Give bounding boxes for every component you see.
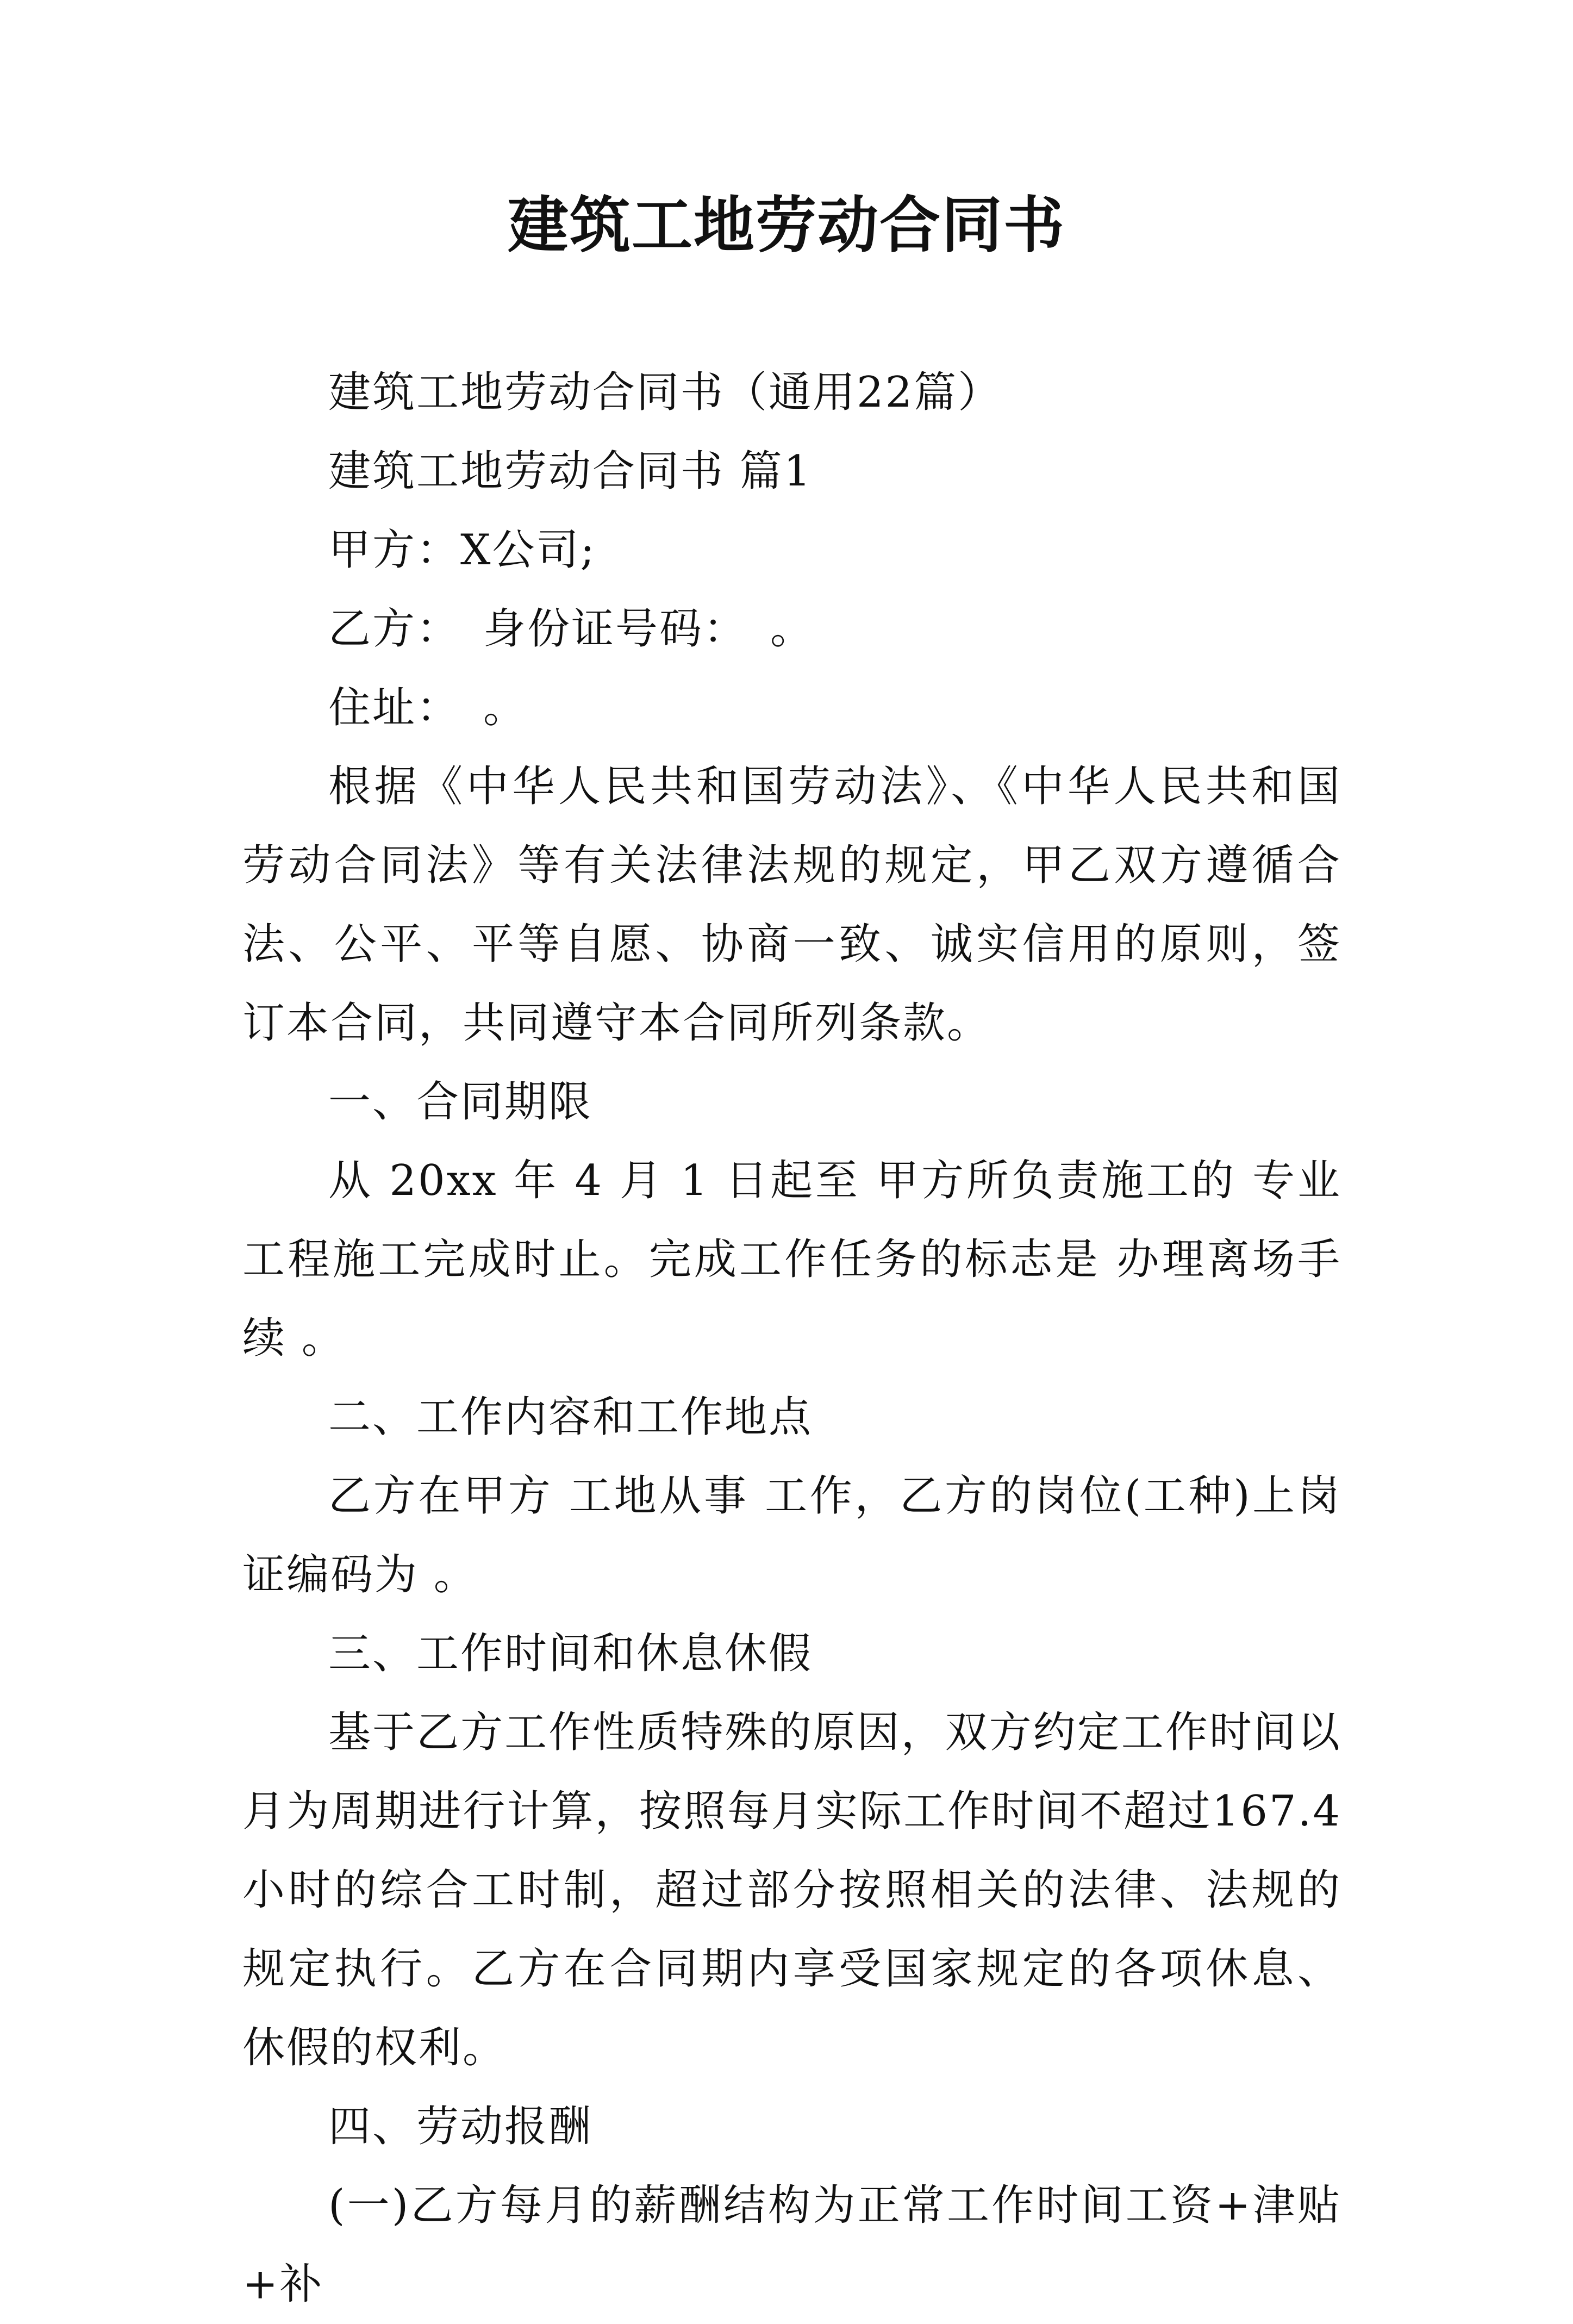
paragraph-section-title: 建筑工地劳动合同书 篇1 (328, 447, 813, 496)
paragraph-preamble: 根据《中华人民共和国劳动法》、《中华人民共和国劳动合同法》等有关法律法规的规定，甲乙双方遵循合法、公平、平等自愿、协商一致、诚实信用的原则，签订本合同，共同遵守本合同所列条款。 (242, 762, 1341, 1048)
document-body (242, 353, 1341, 2324)
heading-remuneration: 四、劳动报酬 (328, 2102, 593, 2151)
heading-work-content: 二、工作内容和工作地点 (328, 1393, 813, 1442)
paragraph-address: 住址： 。 (328, 683, 528, 732)
paragraph-contract-term: 从 20xx 年 4 月 1 日起至 甲方所负责施工的 专业工程施工完成时止。完成工作任务的标志是 办理离场手续 。 (242, 1156, 1341, 1363)
heading-contract-term: 一、合同期限 (328, 1077, 593, 1126)
paragraph-party-b: 乙方： 身份证号码： 。 (328, 605, 815, 653)
paragraph-party-a: 甲方：X公司; (328, 526, 596, 575)
paragraph-remuneration: (一)乙方每月的薪酬结构为正常工作时间工资+津贴+补 (242, 2181, 1341, 2309)
document-title: 建筑工地劳动合同书 (508, 190, 1065, 261)
paragraph-work-content: 乙方在甲方 工地从事 工作，乙方的岗位(工种)上岗证编码为 。 (242, 1472, 1341, 1599)
heading-work-hours: 三、工作时间和休息休假 (328, 1629, 813, 1678)
paragraph-collection-title: 建筑工地劳动合同书（通用22篇） (328, 368, 1002, 417)
paragraph-work-hours: 基于乙方工作性质特殊的原因，双方约定工作时间以月为周期进行计算，按照每月实际工作时间不超过167.4小时的综合工时制，超过部分按照相关的法律、法规的规定执行。乙方在合同期内享受国家规定的各项休息、休假的权利。 (242, 1708, 1341, 2072)
